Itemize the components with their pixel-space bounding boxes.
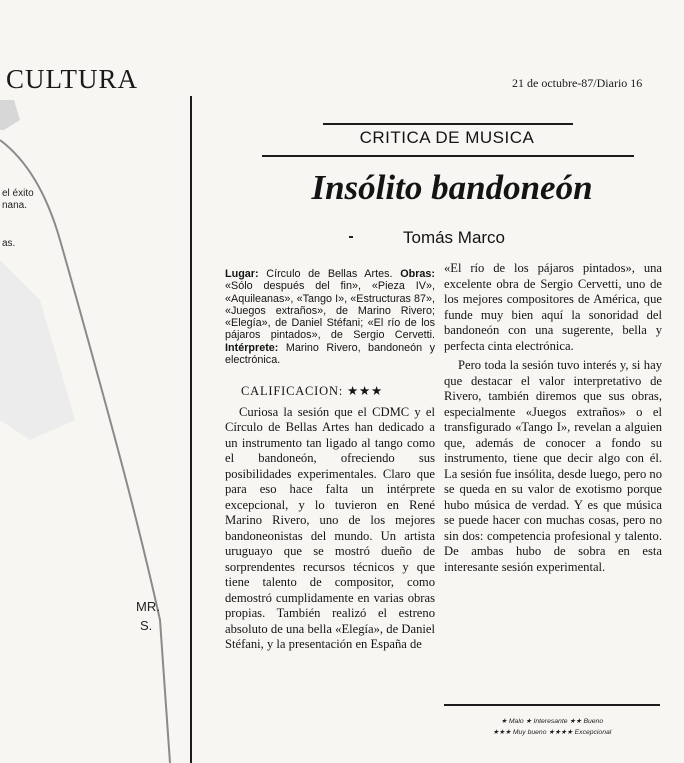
legend-rule bbox=[444, 704, 660, 706]
concert-details bbox=[225, 268, 435, 366]
fragment-text: S. bbox=[140, 618, 153, 633]
details-label: Obras: bbox=[400, 268, 436, 280]
rating: CALIFICACION: ★★★ bbox=[241, 384, 384, 399]
article-headline: Insólito bandoneón bbox=[311, 168, 593, 207]
fragment-text: MR. bbox=[136, 599, 160, 614]
body-paragraph: «El río de los pájaros pintados», una excelente obra de Sergio Cervetti, uno de los mejores compositores de América, que funde muy bien aquí la sonoridad del bandoneón con una sugerente, bella y perfecta cinta electrónica. bbox=[444, 261, 662, 353]
publication-date: 21 de octubre-87/Diario 16 bbox=[512, 76, 643, 90]
section-name: CULTURA bbox=[6, 64, 139, 94]
article-column-left bbox=[225, 268, 435, 653]
torn-paper-edge bbox=[0, 0, 240, 763]
rating-legend bbox=[452, 716, 652, 738]
body-paragraph: Pero toda la sesión tuvo interés y, si hay que destacar el valor interpretativo de Rivero, también diremos que sus obras, especialmente «Juegos extraños» o el transfigurado «Tango I», revelan a alguien que, además de conocer a fondo su instrumento, tiene que decir algo con él. La sesión fue insólita, desde luego, pero no se queda en su valor de exotismo porque hubo música de verdad. Y es que música se puede hacer con muchas cosas, pero no sin dos: competencia profesional y talento. De ambas hubo de sobra en esta interesante sesión experimental. bbox=[444, 358, 662, 574]
article-column-right bbox=[444, 261, 662, 575]
kicker-rule-top bbox=[323, 123, 573, 125]
legend-line: ★★★ Muy bueno ★★★★ Excepcional bbox=[492, 729, 612, 736]
details-value: Marino Rivero, bandoneón y electrónica. bbox=[225, 341, 435, 367]
section-kicker: CRITICA DE MUSICA bbox=[359, 128, 535, 147]
article-byline: Tomás Marco bbox=[402, 228, 506, 247]
details-value: Círculo de Bellas Artes. bbox=[258, 268, 393, 280]
fragment-text: as. bbox=[2, 238, 16, 249]
legend-line: ★ Malo ★ Interesante ★★ Bueno bbox=[500, 718, 604, 725]
details-label: Lugar: bbox=[225, 268, 259, 280]
fragment-text: el éxito bbox=[2, 188, 34, 199]
article-border-left bbox=[190, 96, 192, 763]
torn-left-fragment bbox=[0, 0, 240, 763]
details-label: Intérprete: bbox=[225, 341, 279, 354]
fragment-text: nana. bbox=[2, 200, 28, 211]
details-value: «Sólo después del fin», «Pieza IV», «Aquileanas», «Tango I», «Estructuras 87», «Juegos extraños», de Marino Rivero; «Elegía», de Daniel Stéfani; «El río de los pájaros pintados», de Sergio Cervetti. bbox=[225, 280, 435, 342]
body-paragraph: Curiosa la sesión que el CDMC y el Círculo de Bellas Artes han dedicado a un instrumento tan ligado al tango como el bandoneón, ofreciendo sus posibilidades experimentales. Claro que para eso hace falta un intérprete excepcional, y lo tuvieron en René Marino Rivero, uno de los mejores bandoneonistas del mundo. Un artista uruguayo que se mostró dueño de sorprendentes recursos técnicos y que tiene talento de compositor, como demostró cumplidamente en varias obras propias. También realizó el estreno absoluto de una bella «Elegía», de Daniel Stéfani, y la presentación en España de bbox=[225, 404, 435, 652]
kicker-rule-bottom bbox=[262, 155, 634, 157]
